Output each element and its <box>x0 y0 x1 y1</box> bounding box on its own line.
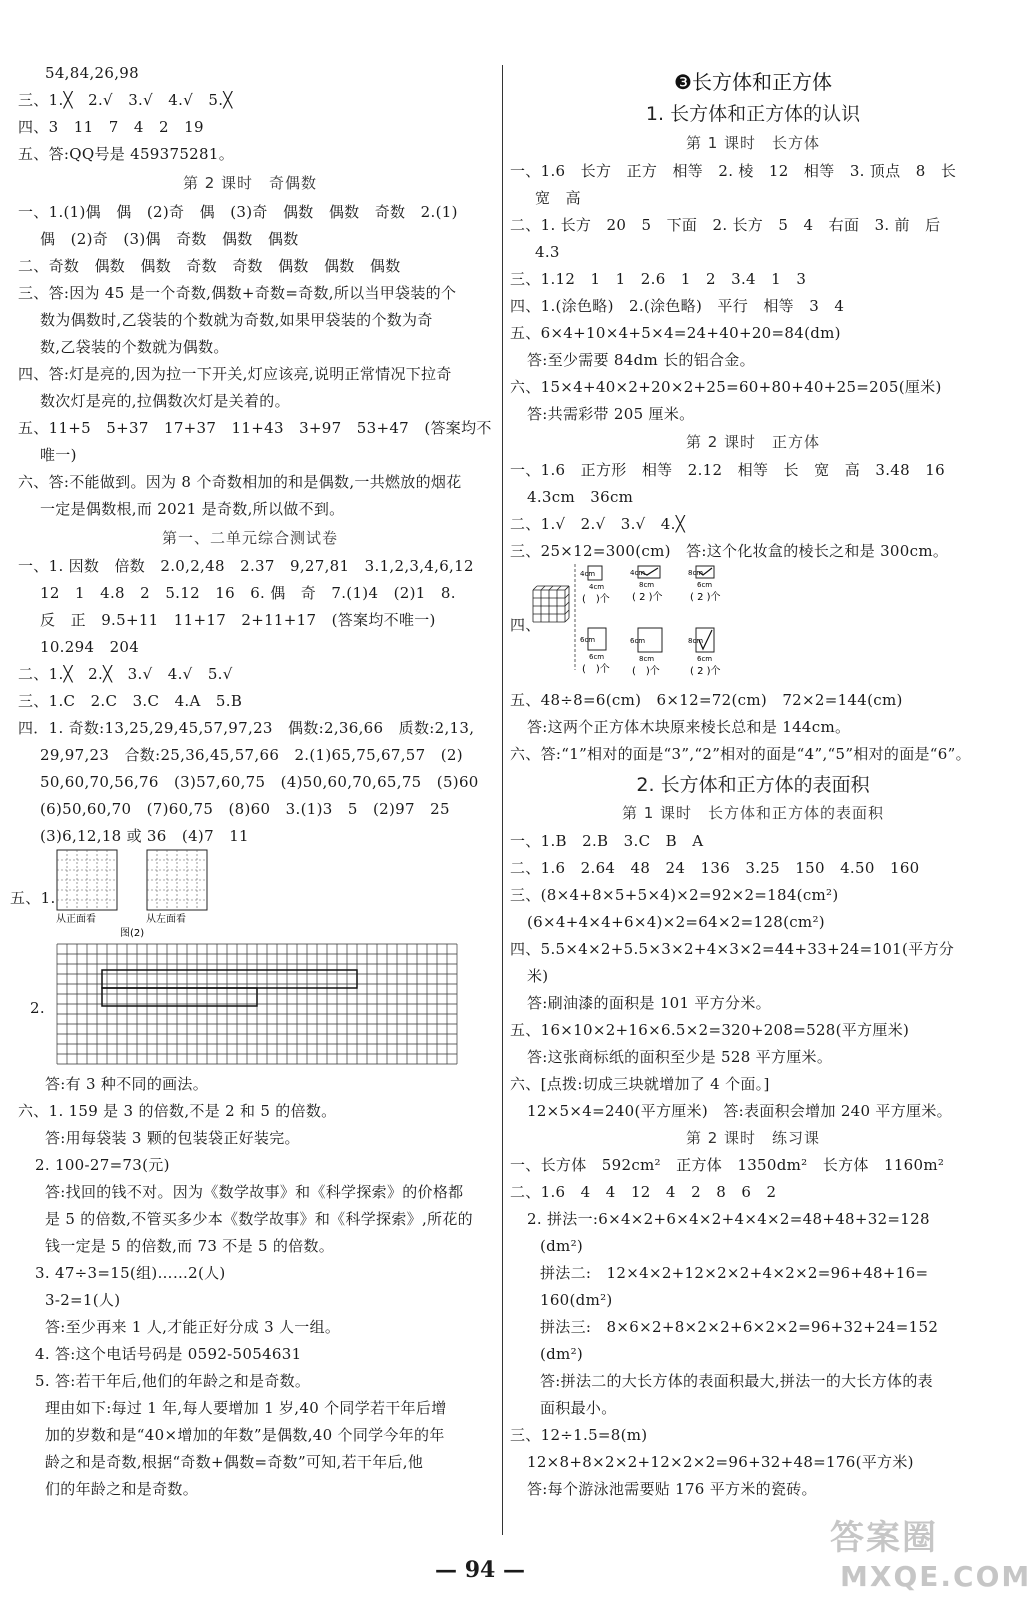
left-answer-line: 3-2=1(人) <box>45 1291 121 1309</box>
right-answer-line: 四、1.(涂色略) 2.(涂色略) 平行 相等 3 4 <box>510 297 845 315</box>
page-number: — 94 — <box>435 1557 525 1583</box>
left-section-heading: 第 2 课时 奇偶数 <box>182 174 318 192</box>
cube-count-answer: ( )个 <box>632 666 660 677</box>
three-view-figure <box>52 848 222 938</box>
right-answer-line: (dm²) <box>540 1345 584 1363</box>
right-answer-line: (6×4+4×4+6×4)×2=64×2=128(cm²) <box>527 913 825 931</box>
left-answer-line: 反 正 9.5+11 11+17 2+11+17 (答案均不唯一) <box>40 611 436 629</box>
left-section-heading: 第一、二单元综合测试卷 <box>161 529 338 547</box>
right-answer-line: 五、16×10×2+16×6.5×2=320+208=528(平方厘米) <box>510 1021 910 1039</box>
right-answer-line: 四、 <box>510 616 541 634</box>
left-answer-line: 二、奇数 偶数 偶数 奇数 奇数 偶数 偶数 偶数 <box>18 257 401 275</box>
right-answer-line: 拼法三: 8×6×2+8×2×2+6×2×2=96+32+24=152 <box>540 1318 939 1336</box>
cube-dim-label: 6cm <box>697 655 713 663</box>
right-answer-line: 面积最小。 <box>540 1399 617 1417</box>
cube-dim-label: 4cm <box>630 569 646 577</box>
right-answer-line: 五、48÷8=6(cm) 6×12=72(cm) 72×2=144(cm) <box>510 691 903 709</box>
left-answer-line: 2. 100-27=73(元) <box>35 1156 170 1174</box>
left-answer-line: 答:至少再来 1 人,才能正好分成 3 人一组。 <box>45 1318 341 1336</box>
left-answer-line: 50,60,70,56,76 (3)57,60,75 (4)50,60,70,65,75 (5)60 <box>40 773 479 791</box>
cube-count-answer: ( 2 )个 <box>632 592 663 603</box>
right-answer-line: 160(dm²) <box>540 1291 613 1309</box>
left-answer-line: 理由如下:每过 1 年,每人要增加 1 岁,40 个同学若干年后增 <box>45 1399 447 1417</box>
right-answer-line: 二、1. 长方 20 5 下面 2. 长方 5 4 右面 3. 前 后 <box>510 216 941 234</box>
right-answer-line: 六、[点拨:切成三块就增加了 4 个面。] <box>510 1075 770 1093</box>
cube-dim-label: 4cm <box>580 570 596 578</box>
right-answer-line: 答:拼法二的大长方体的表面积最大,拼法一的大长方体的表 <box>540 1372 933 1390</box>
right-answer-line: 4.3 <box>535 243 560 261</box>
left-answer-line: 加的岁数和是“40×增加的年数”是偶数,40 个同学今年的年 <box>45 1426 445 1444</box>
right-answer-line: 答:每个游泳池需要贴 176 平方米的瓷砖。 <box>527 1480 817 1498</box>
cube-count-answer: ( )个 <box>582 664 610 675</box>
left-answer-line: 龄之和是奇数,根据“奇数+偶数=奇数”可知,若干年后,他 <box>45 1453 424 1471</box>
left-answer-line: 五、11+5 5+37 17+37 11+43 3+97 53+47 (答案均不 <box>18 419 492 437</box>
left-answer-line: 一定是偶数根,而 2021 是奇数,所以做不到。 <box>40 500 345 518</box>
right-answer-line: 六、答:“1”相对的面是“3”,“2”相对的面是“4”,“5”相对的面是“6”。 <box>510 745 971 763</box>
cube-dim-label: 8cm <box>688 637 704 645</box>
drawn-rect-2 <box>102 988 257 1006</box>
right-answer-line: 答:刷油漆的面积是 101 平方分米。 <box>527 994 771 1012</box>
drawn-rect-1 <box>102 970 357 988</box>
cube-dim-label: 6cm <box>697 581 713 589</box>
right-answer-line: 米) <box>527 967 549 985</box>
right-answer-line: 2. 拼法一:6×4×2+6×4×2+4×4×2=48+48+32=128 <box>527 1210 930 1228</box>
cube-dim-label: 4cm <box>589 583 605 591</box>
left-answer-line: 四、3 11 7 4 2 19 <box>18 118 204 136</box>
right-section-heading: 第 1 课时 长方体和正方体的表面积 <box>621 804 885 822</box>
left-answer-line: 四．1. 奇数:13,25,29,45,57,97,23 偶数:2,36,66 质数:2,13, <box>18 719 475 737</box>
right-answer-line: 二、1.6 4 4 12 4 2 8 6 2 <box>510 1183 777 1201</box>
left-answer-line: 数次灯是亮的,拉偶数次灯是关着的。 <box>40 392 290 410</box>
right-answer-line: 三、25×12=300(cm) 答:这个化妆盒的棱长之和是 300cm。 <box>510 542 949 560</box>
left-answer-line: 数为偶数时,乙袋装的个数就为奇数,如果甲袋装的个数为奇 <box>40 311 433 329</box>
right-answer-line: 五、6×4+10×4+5×4=24+40+20=84(dm) <box>510 324 841 342</box>
cube-figure <box>528 560 748 680</box>
left-view-label: 从左面看 <box>146 914 186 925</box>
figure-label: 图(2) <box>120 928 145 939</box>
left-answer-line: 29,97,23 合数:25,36,45,57,66 2.(1)65,75,67,57 (2) <box>40 746 463 764</box>
left-answer-line: (3)6,12,18 或 36 (4)7 11 <box>40 827 249 845</box>
right-answer-line: 一、1.B 2.B 3.C B A <box>510 832 704 850</box>
right-answer-line: 答:这张商标纸的面积至少是 528 平方厘米。 <box>527 1048 833 1066</box>
left-answer-line: 五、答:QQ号是 459375281。 <box>18 145 235 163</box>
watermark-logo <box>820 1510 1031 1600</box>
cube-dim-label: 8cm <box>639 581 655 589</box>
right-answer-line: 二、1.√ 2.√ 3.√ 4.╳ <box>510 515 686 533</box>
left-answer-line: 答:用每袋装 3 颗的包装袋正好装完。 <box>45 1129 300 1147</box>
right-section-heading: 1. 长方体和正方体的认识 <box>645 103 861 125</box>
left-answer-line: 钱一定是 5 的倍数,而 73 不是 5 的倍数。 <box>45 1237 335 1255</box>
right-answer-line: 12×8+8×2×2+12×2×2=96+32+48=176(平方米) <box>527 1453 914 1471</box>
left-answer-line: 12 1 4.8 2 5.12 16 6. 偶 奇 7.(1)4 (2)1 8. <box>40 584 456 602</box>
cube-dim-label: 6cm <box>589 653 605 661</box>
column-divider <box>502 65 503 1535</box>
right-answer-line: 六、15×4+40×2+20×2+25=60+80+40+25=205(厘米) <box>510 378 942 396</box>
left-answer-line: 5. 答:若干年后,他们的年龄之和是奇数。 <box>35 1372 311 1390</box>
left-answer-line: 三、答:因为 45 是一个奇数,偶数+奇数=奇数,所以当甲袋装的个 <box>18 284 457 302</box>
right-answer-line: 答:至少需要 84dm 长的铝合金。 <box>527 351 755 369</box>
left-answer-line: 答:找回的钱不对。因为《数学故事》和《科学探索》的价格都 <box>45 1183 464 1201</box>
right-section-heading: 第 2 课时 正方体 <box>685 433 821 451</box>
cube-dim-label: 8cm <box>688 569 704 577</box>
right-section-heading: ❸长方体和正方体 <box>674 70 832 94</box>
left-answer-line: 3. 47÷3=15(组)……2(人) <box>35 1264 226 1282</box>
cube-count-answer: ( )个 <box>582 594 610 605</box>
watermark-line-1: 答案圈 <box>830 1518 938 1558</box>
cube-dim-label: 8cm <box>639 655 655 663</box>
left-view-grid <box>147 850 207 910</box>
left-answer-line: 54,84,26,98 <box>45 64 139 82</box>
right-answer-line: 一、1.6 长方 正方 相等 2. 棱 12 相等 3. 顶点 8 长 <box>510 162 957 180</box>
right-answer-line: 一、1.6 正方形 相等 2.12 相等 长 宽 高 3.48 16 <box>510 461 945 479</box>
left-answer-line: 五、1. <box>10 889 56 907</box>
left-answer-line: 二、1.╳ 2.╳ 3.√ 4.√ 5.√ <box>18 665 233 683</box>
right-answer-line: 答:这两个正方体木块原来棱长总和是 144cm。 <box>527 718 851 736</box>
right-answer-line: 三、12÷1.5=8(m) <box>510 1426 648 1444</box>
left-answer-line: 4. 答:这个电话号码是 0592-5054631 <box>35 1345 302 1363</box>
left-answer-line: 六、1. 159 是 3 的倍数,不是 2 和 5 的倍数。 <box>18 1102 337 1120</box>
cube-count-answer: ( 2 )个 <box>690 666 721 677</box>
right-answer-line: 拼法二: 12×4×2+12×2×2+4×2×2=96+48+16= <box>540 1264 929 1282</box>
cube-count-answer: ( 2 )个 <box>690 592 721 603</box>
left-answer-line: 一、1. 因数 倍数 2.0,2,48 2.37 9,27,81 3.1,2,3,4,6,12 <box>18 557 474 575</box>
left-answer-line: 10.294 204 <box>40 638 140 656</box>
right-answer-line: 三、(8×4+8×5+5×4)×2=92×2=184(cm²) <box>510 886 839 904</box>
right-answer-line: 三、1.12 1 1 2.6 1 2 3.4 1 3 <box>510 270 807 288</box>
cube-dim-label: 6cm <box>630 637 646 645</box>
left-answer-line: 答:有 3 种不同的画法。 <box>45 1075 209 1093</box>
right-section-heading: 2. 长方体和正方体的表面积 <box>636 774 870 796</box>
right-answer-line: 四、5.5×4×2+5.5×3×2+4×3×2=44+33+24=101(平方分 <box>510 940 955 958</box>
left-answer-line: 三、1.╳ 2.√ 3.√ 4.√ 5.╳ <box>18 91 233 109</box>
left-answer-line: 唯一) <box>40 446 77 464</box>
right-answer-line: 一、长方体 592cm² 正方体 1350dm² 长方体 1160m² <box>510 1156 945 1174</box>
right-section-heading: 第 2 课时 练习课 <box>685 1129 821 1147</box>
left-answer-line: 偶 (2)奇 (3)偶 奇数 偶数 偶数 <box>40 230 299 248</box>
right-answer-line: 宽 高 <box>535 189 581 207</box>
right-answer-line: 答:共需彩带 205 厘米。 <box>527 405 695 423</box>
left-answer-line: 三、1.C 2.C 3.C 4.A 5.B <box>18 692 243 710</box>
right-answer-line: 4.3cm 36cm <box>527 488 634 506</box>
watermark-line-2: MXQE.COM <box>840 1560 1031 1593</box>
front-view-label: 从正面看 <box>56 914 96 925</box>
right-answer-line: (dm²) <box>540 1237 584 1255</box>
drawing-grid <box>52 942 472 1070</box>
left-answer-line: 数,乙袋装的个数就为偶数。 <box>40 338 229 356</box>
right-answer-line: 12×5×4=240(平方厘米) 答:表面积会增加 240 平方厘米。 <box>527 1102 952 1120</box>
left-answer-line: 六、答:不能做到。因为 8 个奇数相加的和是偶数,一共燃放的烟花 <box>18 473 462 491</box>
left-answer-line: 一、1.(1)偶 偶 (2)奇 偶 (3)奇 偶数 偶数 奇数 2.(1) <box>18 203 458 221</box>
stacked-cube-icon <box>533 586 569 622</box>
right-section-heading: 第 1 课时 长方体 <box>685 134 821 152</box>
left-answer-line: 四、答:灯是亮的,因为拉一下开关,灯应该亮,说明正常情况下拉奇 <box>18 365 452 383</box>
front-view-grid <box>57 850 117 910</box>
cube-dim-label: 6cm <box>580 636 596 644</box>
right-answer-line: 二、1.6 2.64 48 24 136 3.25 150 4.50 160 <box>510 859 920 877</box>
left-answer-line: (6)50,60,70 (7)60,75 (8)60 3.(1)3 5 (2)97 25 <box>40 800 450 818</box>
left-answer-line: 2. <box>30 999 45 1017</box>
left-answer-line: 们的年龄之和是奇数。 <box>45 1480 199 1498</box>
left-answer-line: 是 5 的倍数,不管买多少本《数学故事》和《科学探索》,所花的 <box>45 1210 473 1228</box>
